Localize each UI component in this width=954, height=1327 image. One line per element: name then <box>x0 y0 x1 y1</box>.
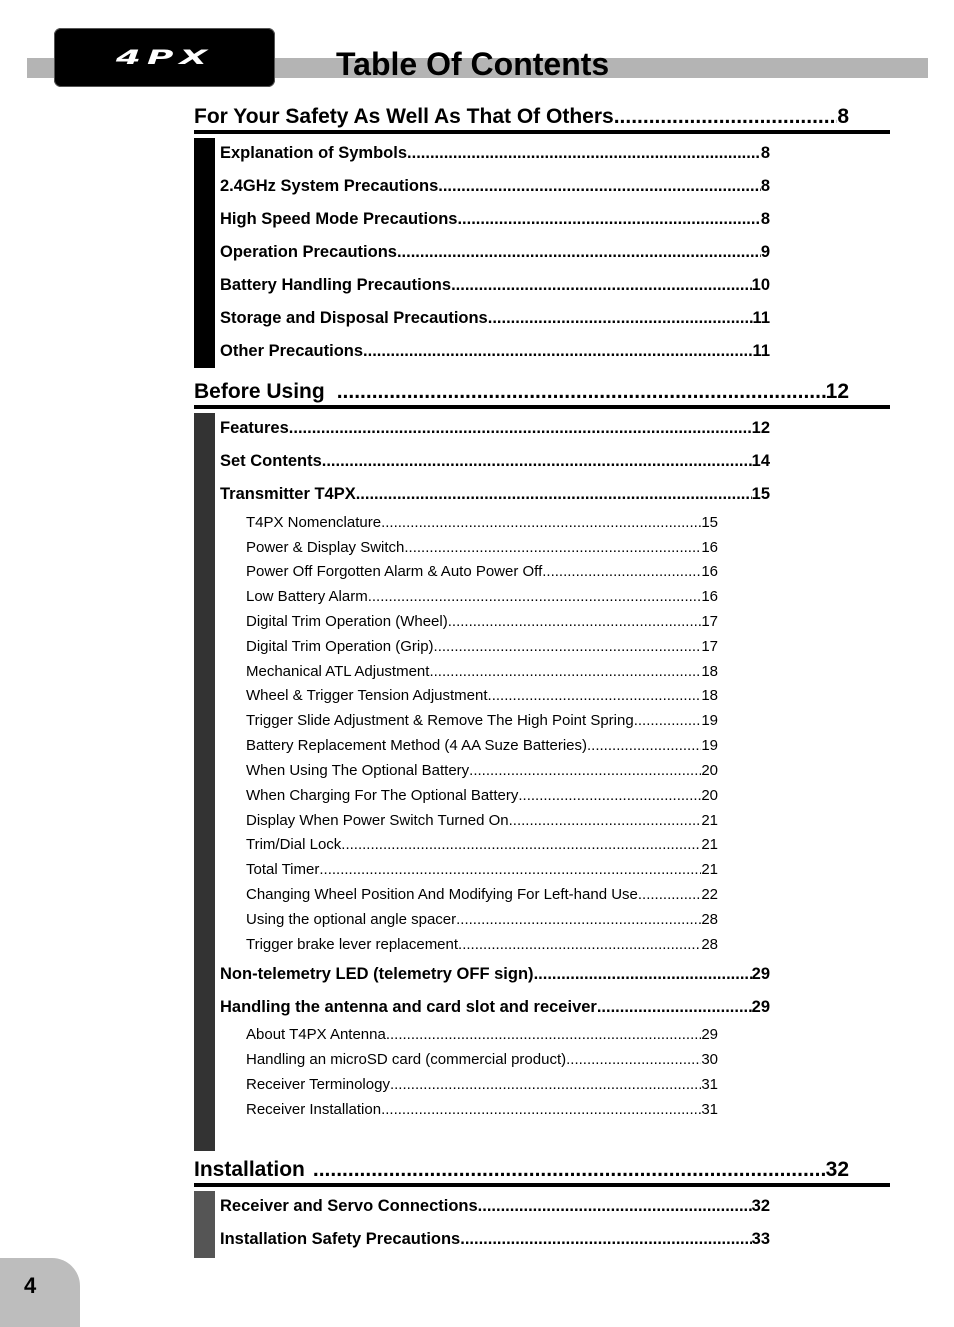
entry-label: Features <box>220 419 289 437</box>
entry-label: Other Precautions <box>220 342 364 360</box>
entry-page: 20 <box>701 787 718 804</box>
leader-dots <box>381 1101 701 1119</box>
toc-entry[interactable] <box>220 418 770 438</box>
leader-dots <box>509 812 702 830</box>
toc-entry[interactable] <box>220 308 770 328</box>
entry-label: About T4PX Antenna <box>246 1026 386 1043</box>
leader-dots <box>363 341 753 361</box>
leader-dots <box>469 762 701 780</box>
entry-label: Storage and Disposal Precautions <box>220 309 488 327</box>
leader-dots <box>587 737 701 755</box>
entry-page: 16 <box>701 563 718 580</box>
toc-subentry[interactable] <box>246 812 718 830</box>
leader-dots <box>638 886 701 904</box>
section-bar-installation <box>194 1191 215 1258</box>
entry-label: Digital Trim Operation (Grip) <box>246 638 434 655</box>
entry-page: 32 <box>751 1197 770 1215</box>
entry-label: Trigger brake lever replacement <box>246 936 459 953</box>
entry-label: Trigger Slide Adjustment & Remove The High Point Spring <box>246 712 634 729</box>
entry-label: Operation Precautions <box>220 243 397 261</box>
leader-dots <box>460 1229 751 1249</box>
toc-entry[interactable] <box>220 451 770 471</box>
entry-label: Handling an microSD card (commercial product) <box>246 1051 567 1068</box>
leader-dots <box>407 143 761 163</box>
toc-entry[interactable] <box>220 1196 770 1216</box>
toc-entry[interactable] <box>220 209 770 229</box>
entry-label: 2.4GHz System Precautions <box>220 177 439 195</box>
leader-dots <box>488 687 702 705</box>
entry-label: Low Battery Alarm <box>246 588 368 605</box>
toc-subentry[interactable] <box>246 588 718 606</box>
entry-page: 21 <box>701 812 718 829</box>
section-title: For Your Safety As Well As That Of Others <box>194 105 614 128</box>
section-page: 12 <box>825 380 849 403</box>
leader-dots <box>448 613 702 631</box>
page-title: Table Of Contents <box>336 46 610 82</box>
entry-page: 16 <box>701 588 718 605</box>
entry-page: 31 <box>701 1076 718 1093</box>
leader-dots <box>438 176 761 196</box>
entry-page: 8 <box>760 177 770 195</box>
leader-dots <box>289 418 752 438</box>
section-heading-safety[interactable] <box>194 104 890 134</box>
entry-label: Using the optional angle spacer <box>246 911 457 928</box>
brand-logo <box>54 28 275 87</box>
entry-label: Handling the antenna and card slot and receiver <box>220 998 597 1016</box>
toc-subentry[interactable] <box>246 737 718 755</box>
entry-page: 11 <box>752 309 770 327</box>
entry-page: 17 <box>701 613 718 630</box>
section-bar-before-using <box>194 413 215 1151</box>
entry-page: 12 <box>751 419 770 437</box>
entry-page: 30 <box>701 1051 718 1068</box>
entry-page: 31 <box>701 1101 718 1118</box>
toc-subentry[interactable] <box>246 861 718 879</box>
entry-page: 21 <box>701 861 718 878</box>
entry-page: 22 <box>701 886 718 903</box>
entry-page: 28 <box>701 911 718 928</box>
entry-label: Battery Replacement Method (4 AA Suze Batteries) <box>246 737 588 754</box>
toc-entry[interactable] <box>220 484 770 504</box>
entry-page: 19 <box>701 737 718 754</box>
entry-page: 21 <box>701 836 718 853</box>
leader-dots <box>488 308 753 328</box>
toc-entry[interactable] <box>220 242 770 262</box>
page-number: 4 <box>24 1273 37 1298</box>
entry-label: Mechanical ATL Adjustment <box>246 663 430 680</box>
leader-dots <box>478 1196 752 1216</box>
entry-page: 17 <box>701 638 718 655</box>
section-page: 8 <box>837 105 849 128</box>
leader-dots <box>614 104 838 130</box>
entry-page: 15 <box>701 514 718 531</box>
leader-dots <box>356 484 752 504</box>
entry-label: Display When Power Switch Turned On <box>246 812 509 829</box>
leader-dots <box>457 209 760 229</box>
toc-subentry[interactable] <box>246 539 718 557</box>
entry-label: T4PX Nomenclature <box>246 514 382 531</box>
leader-dots <box>534 964 752 984</box>
entry-label: Installation Safety Precautions <box>220 1230 461 1248</box>
page-number-tab <box>0 1258 80 1327</box>
entry-label: Battery Handling Precautions <box>220 276 452 294</box>
leader-dots <box>404 539 701 557</box>
toc-entry[interactable] <box>220 341 770 361</box>
entry-page: 29 <box>751 965 770 983</box>
toc-subentry[interactable] <box>246 836 718 854</box>
entry-label: Wheel & Trigger Tension Adjustment <box>246 687 488 704</box>
entry-page: 8 <box>760 210 770 228</box>
toc-subentry[interactable] <box>246 1051 718 1069</box>
entry-page: 10 <box>751 276 770 294</box>
entry-page: 18 <box>701 663 718 680</box>
section-page: 32 <box>825 1158 849 1181</box>
section-title: Before Using <box>194 380 325 403</box>
entry-page: 28 <box>701 936 718 953</box>
entry-label: Set Contents <box>220 452 322 470</box>
entry-label: When Charging For The Optional Battery <box>246 787 519 804</box>
toc-subentry[interactable] <box>246 638 718 656</box>
entry-page: 15 <box>751 485 770 503</box>
entry-page: 16 <box>701 539 718 556</box>
section-bar-safety <box>194 138 215 368</box>
toc-entry[interactable] <box>220 964 770 984</box>
entry-page: 9 <box>760 243 770 261</box>
toc-entry[interactable] <box>220 997 770 1017</box>
section-heading-before-using[interactable] <box>194 379 890 409</box>
entry-label: Changing Wheel Position And Modifying For Left-hand Use <box>246 886 638 903</box>
entry-label: Explanation of Symbols <box>220 144 408 162</box>
entry-page: 14 <box>751 452 770 470</box>
toc-subentry[interactable] <box>246 1101 718 1119</box>
leader-dots <box>319 861 701 879</box>
leader-dots <box>566 1051 701 1069</box>
entry-page: 20 <box>701 762 718 779</box>
toc-subentry[interactable] <box>246 762 718 780</box>
entry-label: Power Off Forgotten Alarm & Auto Power Off <box>246 563 543 580</box>
entry-label: Receiver and Servo Connections <box>220 1197 478 1215</box>
entry-label: Transmitter T4PX <box>220 485 356 503</box>
entry-page: 18 <box>701 687 718 704</box>
entry-page: 29 <box>751 998 770 1016</box>
toc-entry[interactable] <box>220 143 770 163</box>
toc-subentry[interactable] <box>246 687 718 705</box>
leader-dots <box>456 911 701 929</box>
entry-label: When Using The Optional Battery <box>246 762 470 779</box>
leader-dots <box>451 275 752 295</box>
entry-label: Total Timer <box>246 861 320 878</box>
leader-dots <box>381 514 701 532</box>
entry-label: Non-telemetry LED (telemetry OFF sign) <box>220 965 534 983</box>
entry-label: Digital Trim Operation (Wheel) <box>246 613 448 630</box>
toc-subentry[interactable] <box>246 1026 718 1044</box>
toc-subentry[interactable] <box>246 514 718 532</box>
leader-dots <box>429 663 701 681</box>
leader-dots <box>322 451 752 471</box>
brand-logo-text: 4PX <box>115 46 214 69</box>
leader-dots <box>597 997 752 1017</box>
entry-label: High Speed Mode Precautions <box>220 210 458 228</box>
toc-entry[interactable] <box>220 176 770 196</box>
leader-dots <box>634 712 702 730</box>
leader-dots <box>518 787 701 805</box>
entry-label: Receiver Installation <box>246 1101 382 1118</box>
leader-dots <box>313 1157 826 1183</box>
entry-label: Trim/Dial Lock <box>246 836 342 853</box>
toc-entry[interactable] <box>220 1229 770 1249</box>
entry-page: 8 <box>760 144 770 162</box>
leader-dots <box>390 1076 701 1094</box>
leader-dots <box>542 563 701 581</box>
leader-dots <box>386 1026 701 1044</box>
leader-dots <box>458 936 701 954</box>
entry-page: 11 <box>752 342 770 360</box>
leader-dots <box>337 379 826 405</box>
toc-subentry[interactable] <box>246 563 718 581</box>
toc-entry[interactable] <box>220 275 770 295</box>
entry-page: 33 <box>751 1230 770 1248</box>
leader-dots <box>341 836 701 854</box>
toc-subentry[interactable] <box>246 911 718 929</box>
entry-page: 19 <box>701 712 718 729</box>
toc-subentry[interactable] <box>246 936 718 954</box>
entry-page: 29 <box>701 1026 718 1043</box>
toc-subentry[interactable] <box>246 886 718 904</box>
toc-subentry[interactable] <box>246 663 718 681</box>
leader-dots <box>368 588 702 606</box>
entry-label: Power & Display Switch <box>246 539 405 556</box>
section-title: Installation <box>194 1158 305 1181</box>
leader-dots <box>397 242 761 262</box>
toc-subentry[interactable] <box>246 613 718 631</box>
leader-dots <box>434 638 702 656</box>
section-heading-installation[interactable] <box>194 1157 890 1187</box>
toc-subentry[interactable] <box>246 787 718 805</box>
entry-label: Receiver Terminology <box>246 1076 390 1093</box>
toc-subentry[interactable] <box>246 1076 718 1094</box>
toc-subentry[interactable] <box>246 712 718 730</box>
